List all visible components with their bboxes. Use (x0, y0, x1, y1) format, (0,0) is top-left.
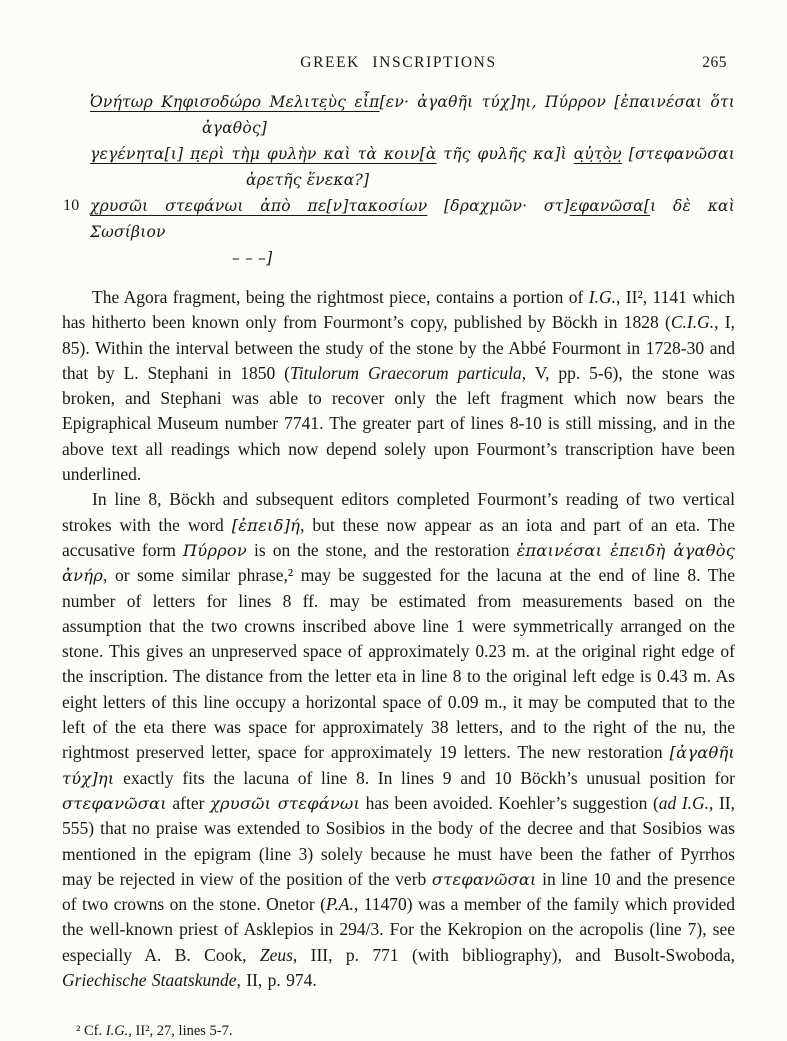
inscription-line-9 (62, 141, 735, 167)
page-number: 265 (702, 54, 727, 71)
paragraph-2: In line 8, Böckh and subsequent editors completed Fourmont’s reading of two vertical strokes with the word [ἐπειδ]ή, but these now appear as an iota and part of an eta. The accusative form Πύρρον is on the stone, and the restoration ἐπαινέσαι ἐπειδὴ ἀγαθὸς ἀνήρ, or some similar phrase,² may be suggested for the lacuna at the end of line 8. The number of letters for lines 8 ff. may be estimated from measurements based on the assumption that the two crowns inscribed above line 1 were symmetrically arranged on the stone. This gives an unpreserved space of approximately 0.23 m. at the original right edge of the inscription. The distance from the letter eta in line 8 to the original left edge is 0.43 m. As eight letters of this line occupy a horizontal space of 0.09 m., it may be computed that to the left of the eta there was space for approximately 38 letters, and to the right of the nu, the rightmost preserved letter, space for approximately 19 letters. The new restoration [ἀγαθῆι τύχ]ηι exactly fits the lacuna of line 8. In lines 9 and 10 Böckh’s unusual position for στεφανῶσαι after χρυσῶι στεφάνωι has been avoided. Koehler’s suggestion (ad I.G., II, 555) that no praise was extended to Sosibios in the body of the decree and that Sosibios was mentioned in the epigram (line 3) solely because he must have been the father of Pyrrhos may be rejected in view of the position of the verb στεφανῶσαι in line 10 and the presence of two crowns on the stone. Onetor (P.A., 11470) was a member of the family which provided the well-known priest of Asklepios in 294/3. For the Kekropion on the acropolis (line 7), see especially A. B. Cook, Zeus, III, p. 771 (with bibliography), and Busolt-Swoboda, Griechische Staatskunde, II, p. 974. (62, 489, 736, 991)
paragraph-1: The Agora fragment, being the rightmost piece, contains a portion of I.G., II², 1141 which has hitherto been known only from Fourmont’s copy, published by Böckh in 1828 (C.I.G., I, 85). Within the interval between the study of the stone by the Abbé Fourmont in 1728-30 and that by L. Stephani in 1850 (Titulorum Graecorum particula, V, pp. 5-6), the stone was broken, and Stephani was able to recover only the left fragment which now bears the Epigraphical Museum number 7741. The greater part of lines 8-10 is still missing, and in the above text all readings which now depend solely upon Fourmont’s transcription have been underlined. (62, 287, 735, 485)
inscription-line-8 (62, 89, 735, 115)
page-title: GREEK INSCRIPTIONS (300, 54, 497, 71)
inscription-line-9-text: γεγένητα[ι] π̣ερὶ τὴμ φυλὴν καὶ τὰ κοιν[ὰ τῆς φυλῆς κα]ὶ α̣ὐ̣τ̣ὸ̣ν̣ [στεφανῶσαι (90, 145, 735, 163)
footnote-2: ² Cf. I.G., II², 27, lines 5-7. (76, 1023, 233, 1040)
inscription-line-8-text: Ὀνήτωρ Κηφισοδώρο Μελιτε̣ὺς εἶπ[εν· ἀγαθῆι τύχ]ηι, Πύρρον [ἐπαινέσαι ὅτι (90, 93, 735, 111)
inscription-line-10 (62, 193, 735, 245)
running-head (62, 54, 735, 76)
inscription-line-9-continuation: ἀρετῆς ἕνεκα?] (246, 171, 370, 189)
inscription-line-10-continuation: – – –] (232, 249, 273, 267)
inscription-line-10-text: χρυσῶι στεφάνωι ἀπὸ πε[ν]τακοσίων [δραχμῶν· στ]εφανῶσα[ι δὲ καὶ Σωσίβιον (90, 197, 735, 241)
inscription-block (62, 89, 735, 271)
inscription-line-8-continuation: ἀγαθὸς] (202, 119, 267, 137)
commentary (62, 285, 735, 993)
line-number: 10 (63, 197, 80, 214)
